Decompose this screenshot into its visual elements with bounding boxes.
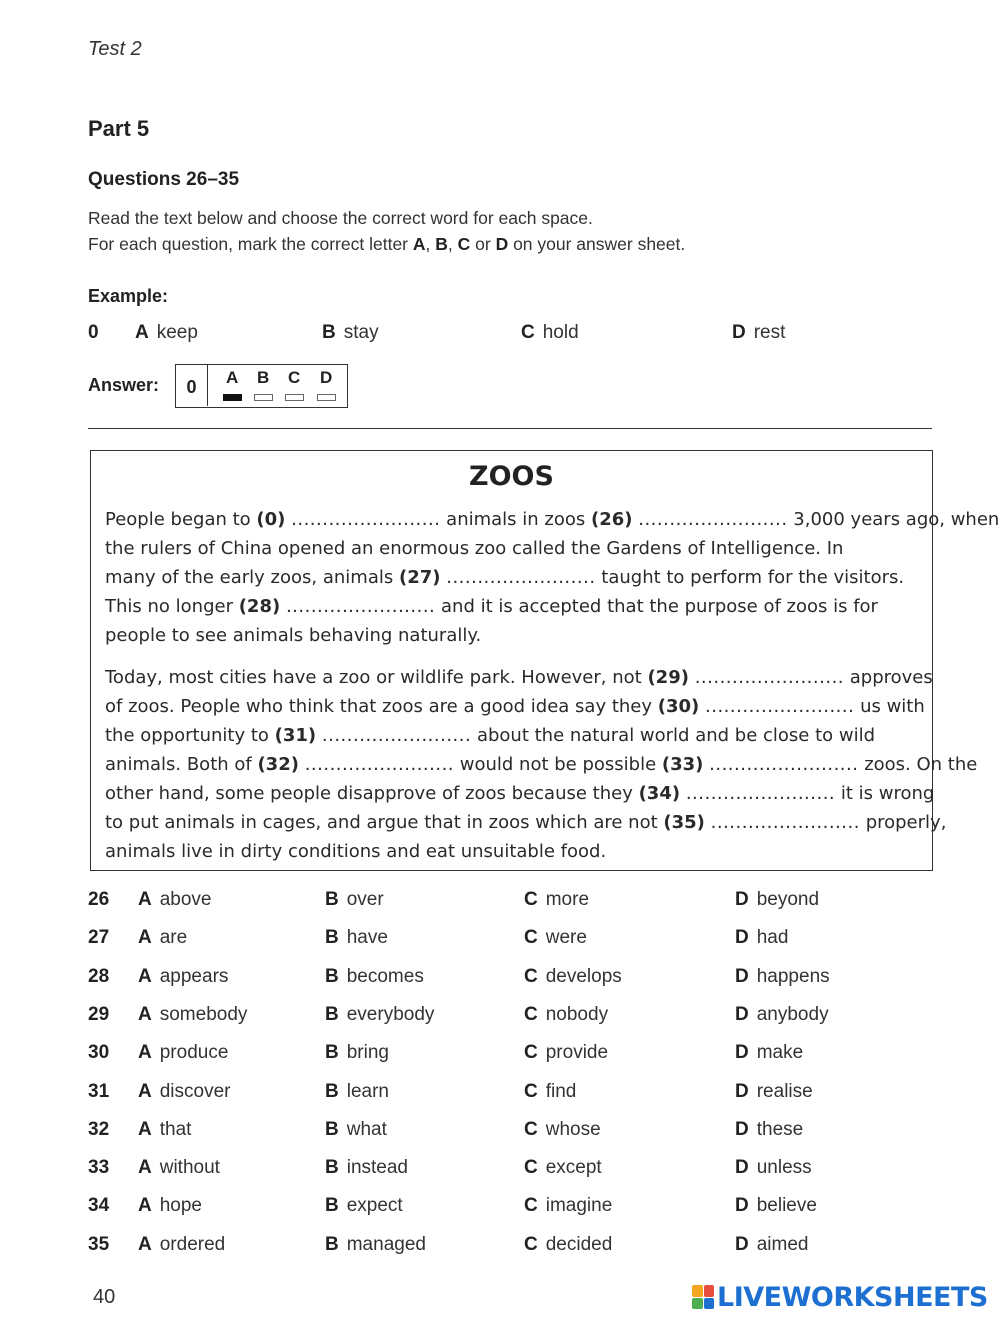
option-letter: B [322,322,336,343]
question-row-29 [88,1004,938,1030]
question-number: 34 [88,1195,110,1217]
question-row-32 [88,1119,938,1145]
text-run: animals live in dirty conditions and eat unsuitable food. [105,841,607,862]
answer-blank: ........................ [285,596,436,617]
passage-line [105,534,921,563]
instruction-line-2 [88,234,685,255]
option-word: ordered [159,1233,226,1255]
option-word: provide [545,1042,609,1064]
passage-box [90,450,1000,871]
question-number: 29 [88,1003,110,1025]
text-run: Today, most cities have a zoo or wildlife park. However, not [105,667,648,688]
answer-blank: ........................ [685,783,836,804]
option-letter: D [735,1233,749,1255]
passage-line [105,563,921,592]
option-letter: D [735,889,749,910]
text-run: the opportunity to [105,725,275,746]
answer-blank: ........................ [705,696,855,717]
question-row-31 [88,1081,938,1107]
part-title: Part 5 [88,116,150,141]
option-word: everybody [346,1003,435,1025]
question-34-option-b[interactable] [325,1195,403,1217]
option-letter: D [732,322,746,343]
instruction-letter-a: A [412,234,426,254]
option-word: stay [343,322,379,343]
passage-line [105,621,921,650]
answer-letter-b: B [257,368,270,387]
option-letter: A [138,1233,152,1255]
option-word: happens [756,965,830,987]
text-run: of zoos. People who think that zoos are a good idea say they [105,696,658,717]
option-word: hope [159,1195,203,1217]
instruction-separator: , [447,234,458,254]
option-word: discover [159,1080,231,1102]
gap-number-31: (31) [274,725,317,746]
passage-line [105,505,1000,534]
option-word: what [346,1118,387,1140]
passage-line [105,779,935,808]
passage-text [105,663,933,692]
option-letter: C [524,1080,538,1102]
option-letter: A [138,1003,152,1025]
option-letter: B [325,1195,339,1217]
option-word: produce [159,1042,229,1064]
option-letter: B [325,927,339,949]
text-run: 3,000 years ago, when [787,509,1000,530]
question-35-option-c[interactable] [524,1234,612,1256]
question-29-option-c[interactable] [524,1004,608,1026]
passage-text [105,750,977,779]
question-28-option-c[interactable] [524,966,622,988]
option-letter: B [325,889,339,910]
example-option-a [135,322,198,344]
gap-number-32: (32) [257,754,299,775]
passage-paragraph-1 [105,505,1000,650]
instruction-letter-c: C [457,234,471,254]
question-29-option-d[interactable] [735,1004,829,1026]
text-run: us with [854,696,925,717]
option-word: keep [156,322,198,343]
option-letter: B [325,1042,339,1064]
question-31-option-b[interactable] [325,1081,389,1103]
instruction-text: on your answer sheet. [508,234,686,254]
passage-line [105,808,947,837]
passage-line [105,592,921,621]
option-word: above [159,889,212,910]
option-letter: A [138,1042,152,1064]
option-letter: B [325,1118,339,1140]
question-26-option-d[interactable] [735,889,819,911]
instruction-separator: , [425,234,436,254]
question-27-option-b[interactable] [325,927,388,949]
question-33-option-d[interactable] [735,1157,812,1179]
passage-text [105,692,925,721]
question-row-34 [88,1195,938,1221]
answer-mark-d[interactable] [317,394,336,401]
question-number: 26 [88,889,110,910]
instruction-letter-b: B [435,234,448,254]
question-number: 28 [88,965,110,987]
question-33-option-a[interactable] [138,1157,220,1179]
option-word: these [756,1118,804,1140]
option-word: develops [545,965,622,987]
gap-number-28: (28) [238,596,281,617]
instruction-separator: or [470,234,496,254]
option-letter: C [524,1233,538,1255]
answer-letter-a: A [226,368,239,387]
option-letter: D [735,1042,749,1064]
option-letter: C [524,1042,538,1064]
option-word: have [346,927,388,949]
question-32-option-c[interactable] [524,1119,601,1141]
answer-blank: ........................ [304,754,455,775]
question-number: 30 [88,1042,110,1064]
option-letter: D [735,1118,749,1140]
text-run: to put animals in cages, and argue that in zoos which are not [105,812,664,833]
question-32-option-b[interactable] [325,1119,387,1141]
option-letter: C [521,322,535,343]
question-number: 27 [88,927,110,949]
question-26-option-b[interactable] [325,889,384,911]
instruction-text: For each question, mark the correct letter [88,234,413,254]
text-run: it is wrong [835,783,935,804]
option-letter: A [138,1080,152,1102]
question-32-option-a[interactable] [138,1119,191,1141]
option-word: find [545,1080,577,1102]
text-run: would not be possible [454,754,662,775]
question-33-option-b[interactable] [325,1157,408,1179]
answer-blank: ........................ [291,509,441,530]
answer-blank: ........................ [710,812,860,833]
question-31-option-a[interactable] [138,1081,230,1103]
page-number: 40 [93,1286,116,1308]
question-35-option-a[interactable] [138,1234,225,1256]
gap-number-0: (0) [256,509,286,530]
answer-label: Answer: [88,375,160,395]
option-letter: A [138,927,152,949]
option-letter: D [735,1080,749,1102]
text-run: properly, [859,812,947,833]
option-word: bring [346,1042,389,1064]
option-word: except [545,1157,602,1179]
text-run: many of the early zoos, animals [105,567,399,588]
option-letter: A [138,1118,152,1140]
text-run: about the natural world and be close to wild [471,725,876,746]
option-word: over [346,889,384,910]
logo-text: LIVEWORKSHEETS [717,1281,988,1313]
gap-number-34: (34) [638,783,681,804]
gap-number-35: (35) [663,812,705,833]
option-letter: A [138,1157,152,1179]
option-word: without [159,1157,220,1179]
example-option-b [322,322,379,344]
option-word: rest [753,322,786,343]
question-30-option-c[interactable] [524,1042,608,1064]
option-word: whose [545,1118,601,1140]
answer-letter-c: C [288,368,301,387]
gap-number-29: (29) [647,667,689,688]
question-27-option-c[interactable] [524,927,587,949]
option-word: believe [756,1195,817,1217]
question-29-option-a[interactable] [138,1004,247,1026]
text-run: People began to [105,509,257,530]
passage-text [105,779,934,808]
logo-square [692,1285,703,1297]
question-33-option-c[interactable] [524,1157,602,1179]
question-26-option-c[interactable] [524,889,589,911]
instruction-line-1: Read the text below and choose the correct word for each space. [88,208,593,228]
option-letter: C [524,889,538,910]
passage-paragraph-2 [105,663,978,866]
question-35-option-d[interactable] [735,1234,808,1256]
option-word: instead [346,1157,409,1179]
question-number: 35 [88,1233,110,1255]
option-word: imagine [545,1195,613,1217]
option-letter: C [524,927,538,949]
passage-line [105,837,921,866]
answer-box [175,364,348,408]
question-35-option-b[interactable] [325,1234,426,1256]
option-letter: D [735,927,749,949]
gap-number-27: (27) [398,567,441,588]
option-letter: C [524,965,538,987]
question-row-30 [88,1042,938,1068]
option-word: somebody [159,1003,248,1025]
option-letter: D [735,1003,749,1025]
questions-title: Questions 26–35 [88,169,240,190]
answer-blank: ........................ [709,754,859,775]
answer-mark-a[interactable] [223,394,242,401]
question-row-28 [88,966,938,992]
section-divider [88,428,932,429]
option-letter: B [325,1080,339,1102]
option-word: make [756,1042,804,1064]
option-word: hold [542,322,579,343]
question-30-option-d[interactable] [735,1042,803,1064]
option-word: had [756,927,789,949]
question-30-option-a[interactable] [138,1042,228,1064]
question-number: 31 [88,1080,110,1102]
option-letter: D [735,1195,749,1217]
option-word: becomes [346,965,424,987]
gap-number-26: (26) [590,509,633,530]
option-letter: D [735,965,749,987]
passage-text [105,592,878,621]
text-run: animals in zoos [440,509,591,530]
question-28-option-a[interactable] [138,966,228,988]
option-letter: A [138,965,152,987]
example-label: Example: [88,286,169,306]
option-word: beyond [756,889,820,910]
option-letter: B [325,1157,339,1179]
answer-blank: ........................ [638,509,788,530]
example-number: 0 [88,322,99,343]
question-28-option-d[interactable] [735,966,830,988]
option-word: unless [756,1157,812,1179]
text-run: taught to perform for the visitors. [595,567,905,588]
logo-square [704,1285,715,1297]
answer-blank: ........................ [321,725,472,746]
passage-text [105,505,999,534]
option-letter: C [524,1195,538,1217]
option-word: aimed [756,1233,809,1255]
option-letter: D [735,1157,749,1179]
passage-line [105,750,978,779]
option-word: managed [346,1233,426,1255]
option-letter: A [135,322,149,343]
question-31-option-c[interactable] [524,1081,576,1103]
option-word: nobody [545,1003,609,1025]
text-run: animals. Both of [105,754,258,775]
option-word: were [545,927,587,949]
passage-line [105,721,921,750]
answer-number: 0 [176,365,208,406]
instruction-letter-d: D [495,234,509,254]
gap-number-33: (33) [661,754,704,775]
answer-letter-d: D [320,368,333,387]
question-30-option-b[interactable] [325,1042,389,1064]
text-run: zoos. On the [858,754,978,775]
answer-mark-c[interactable] [285,394,304,401]
question-row-27 [88,927,938,953]
option-word: expect [346,1195,403,1217]
question-29-option-b[interactable] [325,1004,434,1026]
passage-line [105,663,933,692]
passage-text [105,563,904,592]
example-option-c [521,322,579,344]
question-28-option-b[interactable] [325,966,424,988]
question-31-option-d[interactable] [735,1081,813,1103]
text-run: the rulers of China opened an enormous zoo called the Gardens of Intelligence. In [105,538,844,559]
logo-mark-icon [692,1285,714,1309]
question-26-option-a[interactable] [138,889,212,911]
question-row-33 [88,1157,938,1183]
passage-text [105,721,875,750]
question-row-26 [88,889,938,915]
option-word: more [545,889,590,910]
passage-line [105,692,925,721]
option-word: are [159,927,188,949]
example-option-d [732,322,785,344]
option-letter: C [524,1003,538,1025]
text-run: approves [844,667,933,688]
option-letter: B [325,1003,339,1025]
option-letter: C [524,1157,538,1179]
option-letter: C [524,1118,538,1140]
text-run: people to see animals behaving naturally. [105,625,482,646]
option-word: that [159,1118,192,1140]
answer-blank: ........................ [694,667,845,688]
question-number: 32 [88,1118,110,1140]
text-run: other hand, some people disapprove of zoos because they [105,783,639,804]
question-34-option-c[interactable] [524,1195,612,1217]
option-letter: B [325,965,339,987]
question-row-35 [88,1234,938,1260]
question-34-option-d[interactable] [735,1195,817,1217]
text-run: and it is accepted that the purpose of zoos is for [435,596,878,617]
option-word: realise [756,1080,813,1102]
option-word: anybody [756,1003,829,1025]
option-word: decided [545,1233,613,1255]
option-letter: A [138,889,152,910]
question-27-option-a[interactable] [138,927,187,949]
gap-number-30: (30) [657,696,700,717]
text-run: This no longer [105,596,239,617]
question-32-option-d[interactable] [735,1119,803,1141]
logo-square [692,1298,703,1310]
question-27-option-d[interactable] [735,927,788,949]
passage-title: ZOOS [469,461,554,492]
answer-blank: ........................ [446,567,596,588]
answer-mark-b[interactable] [254,394,273,401]
option-letter: B [325,1233,339,1255]
test-label: Test 2 [88,38,142,60]
logo-square [704,1298,715,1310]
liveworksheets-logo [692,1282,988,1312]
passage-text [105,808,946,837]
example-row [88,322,938,348]
option-word: learn [346,1080,389,1102]
option-letter: A [138,1195,152,1217]
question-34-option-a[interactable] [138,1195,202,1217]
option-word: appears [159,965,229,987]
question-number: 33 [88,1157,110,1179]
